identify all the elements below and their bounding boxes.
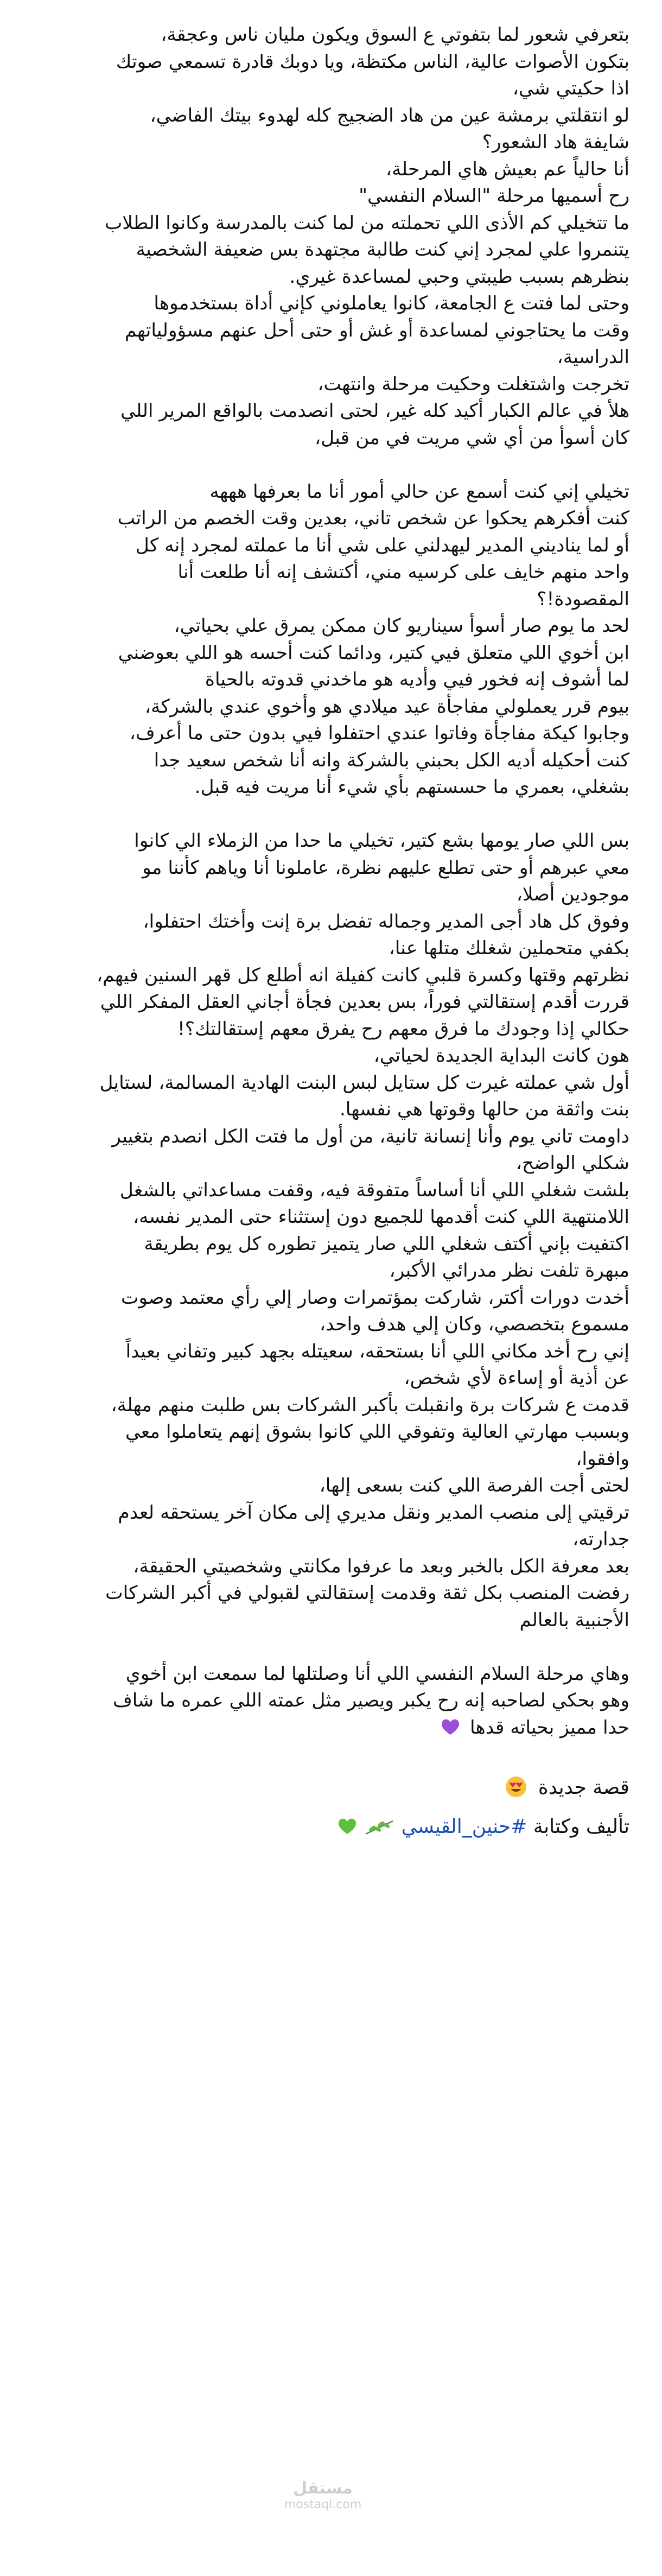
purple-heart-icon <box>440 1717 461 1736</box>
story-line: وافقوا، <box>576 1448 629 1470</box>
green-heart-icon <box>337 1817 358 1835</box>
story-line: بتعرفي شعور لما بتفوتي ع السوق ويكون مليان ناس وعجقة، <box>161 24 629 46</box>
story-line: شكلي الواضح، <box>515 1152 629 1174</box>
story-line: وجابوا كيكة مفاجأة وفاتوا عندي احتفلوا فيي بدون حتى ما أعرف، <box>129 722 629 744</box>
story-line: معي عبرهم أو حتى تطلع عليهم نظرة، عاملونا أنا وياهم كأننا مو <box>142 856 629 879</box>
story-line: وبسبب مهارتي العالية وتفوقي اللي كانوا بشوق إنهم يتعاملوا معي <box>125 1421 629 1443</box>
story-line: عن أذية أو إساءة لأي شخص، <box>404 1367 629 1389</box>
paragraph-gap <box>22 1634 629 1661</box>
story-line: شايفة هاد الشعور؟ <box>482 131 629 153</box>
story-line: الأجنبية بالعالم <box>519 1609 629 1631</box>
story-line: بيوم قرر يعملولي مفاجأة عيد ميلادي هو وأخوي عندي بالشركة، <box>144 695 629 718</box>
story-line: رفضت المنصب بكل ثقة وقدمت إستقالتي لقبولي في أكبر الشركات <box>105 1582 629 1604</box>
story-line: المقصودة!؟ <box>537 588 629 610</box>
story-line: قررت أقدم إستقالتي فوراً، بس بعدين فجأة أجاني العقل المفكر اللي <box>100 991 629 1013</box>
paragraph-gap <box>22 801 629 828</box>
story-line: وفوق كل هاد أجى المدير وجماله تفضل برة إنت وأختك احتفلوا، <box>143 910 629 932</box>
mostaql-watermark <box>282 2479 364 2512</box>
story-line: جدارته، <box>572 1528 629 1550</box>
story-body <box>22 22 629 1741</box>
heart-eyes-face-icon <box>505 1775 527 1798</box>
new-story-label: قصة جديدة <box>538 1776 629 1799</box>
story-line: بنظرهم بسبب طيبتي وحبي لمساعدة غيري. <box>289 265 629 288</box>
story-line: تخرجت واشتغلت وحكيت مرحلة وانتهت، <box>317 373 629 395</box>
story-line: بعد معرفة الكل بالخبر وبعد ما عرفوا مكانتي وشخصيتي الحقيقة، <box>133 1555 629 1577</box>
story-paragraph <box>22 479 629 801</box>
story-line: حكالي إذا وجودك ما فرق معهم رح يفرق معهم إستقالتك؟! <box>177 1018 629 1040</box>
story-line: الدراسية، <box>557 346 629 368</box>
story-line: واحد منهم خايف على كرسيه مني، أكتشف إنه أنا طلعت أنا <box>177 561 629 583</box>
story-paragraph <box>22 828 629 1634</box>
story-line: داومت تاني يوم وأنا إنسانة تانية، من أول ما فتت الكل انصدم بتغيير <box>112 1125 629 1147</box>
story-line: بلشت شغلي اللي أنا أساساً متفوقة فيه، وقفت مساعداتي بالشغل <box>119 1179 629 1201</box>
story-line: بتكون الأصوات عالية، الناس مكتظة، ويا دوبك قادرة تسمعي صوتك <box>116 50 629 73</box>
author-line <box>22 1807 629 1847</box>
story-line: هلأ في عالم الكبار أكيد كله غير، لحتى انصدمت بالواقع المرير اللي <box>120 400 629 422</box>
watermark-arabic: مستقل <box>293 2479 353 2498</box>
story-line: بشغلي، بعمري ما حسستهم بأي شيء أنا مريت فيه قبل. <box>194 776 629 798</box>
story-line: أنا حالياً عم بعيش هاي المرحلة، <box>385 158 629 180</box>
story-line: بس اللي صار يومها بشع كتير، تخيلي ما حدا من الزملاء الي كانوا <box>134 830 629 852</box>
story-line: بكفي متحملين شغلك متلها عنا، <box>389 937 629 959</box>
story-line: حدا مميز بحياته قدها <box>22 1715 629 1742</box>
story-line: وهاي مرحلة السلام النفسي اللي أنا وصلتلها لما سمعت ابن أخوي <box>125 1663 629 1685</box>
story-line: ابن أخوي اللي متعلق فيي كتير، ودائما كنت أحسه هو اللي بعوضني <box>118 642 629 664</box>
story-line: لما أشوف إنه فخور فيي وأديه هو ماخدني قدوته بالحياة <box>205 669 629 690</box>
story-line: مسموع بتخصصي، وكان إلي هدف واحد، <box>319 1314 629 1335</box>
story-line: ما تتخيلي كم الأذى اللي تحملته من لما كنت بالمدرسة وكانوا الطلاب <box>104 212 629 234</box>
story-line: اكتفيت بإني أكتف شغلي اللي صار يتميز تطوره كل يوم بطريقة <box>144 1233 629 1255</box>
story-line: تخيلي إني كنت أسمع عن حالي أمور أنا ما بعرفها هههه <box>209 480 629 503</box>
story-line: إني رح أخد مكاني اللي أنا بستحقه، سعيتله بجهد كبير وتفاني بعيداً <box>125 1340 629 1362</box>
paragraph-gap <box>22 452 629 479</box>
story-line: كان أسوأ من أي شي مريت في من قبل، <box>314 427 629 449</box>
author-hashtag-link[interactable]: #حنين_القيسي <box>401 1815 527 1838</box>
herb-icon <box>364 1818 395 1836</box>
story-line: هون كانت البداية الجديدة لحياتي، <box>373 1045 629 1067</box>
story-line: أخدت دورات أكتر، شاركت بمؤتمرات وصار إلي رأي معتمد وصوت <box>120 1286 629 1309</box>
story-line: لحتى أجت الفرصة اللي كنت بسعى إلها، <box>319 1475 629 1496</box>
story-line: وهو بحكي لصاحبه إنه رح يكبر ويصير مثل عمته اللي عمره ما شاف <box>112 1690 629 1711</box>
story-line: كنت أحكيله أديه الكل بحبني بالشركة وانه أنا شخص سعيد جدا <box>154 749 629 771</box>
story-line: أول شي عملته غيرت كل ستايل لبس البنت الهادية المسالمة، لستايل <box>99 1071 629 1094</box>
author-prefix: تأليف وكتابة <box>533 1815 629 1838</box>
story-line: بنت واثقة من حالها وقوتها هي نفسها. <box>339 1099 629 1120</box>
story-line: موجودين أصلا، <box>516 884 629 905</box>
story-line: أو لما يناديني المدير ليهدلني على شي أنا ما عملته لمجرد إنه كل <box>135 534 629 556</box>
story-line: لو انتقلتي برمشة عين من هاد الضجيج كله لهدوء بيتك الفاضي، <box>150 104 629 126</box>
story-line: قدمت ع شركات برة وانقبلت بأكبر الشركات بس طلبت منهم مهلة، <box>111 1394 629 1416</box>
story-line: وقت ما يحتاجوني لمساعدة أو غش أو حتى أحل عنهم مسؤولياتهم <box>124 319 629 341</box>
story-line: ترقيتي إلى منصب المدير ونقل مديري إلى مكان آخر يستحقه لعدم <box>118 1501 629 1524</box>
story-line: مبهرة تلفت نظر مدرائي الأكبر، <box>389 1260 629 1281</box>
story-line: اللامنتهية اللي كنت أقدمها للجميع دون إستثناء حتى المدير نفسه، <box>132 1206 629 1228</box>
story-paragraph <box>22 1661 629 1742</box>
story-line: وحتى لما فتت ع الجامعة، كانوا يعاملوني كإني أداة بستخدموها <box>154 293 629 314</box>
story-paragraph <box>22 22 629 452</box>
story-line: لحد ما يوم صار أسوأ سيناريو كان ممكن يمرق علي بحياتي، <box>174 615 629 637</box>
story-line: اذا حكيتي شي، <box>512 78 629 99</box>
new-story-line <box>22 1768 629 1807</box>
story-line: رح أسميها مرحلة "السلام النفسي" <box>359 185 629 207</box>
story-line: يتنمروا علي لمجرد إني كنت طالبة مجتهدة بس ضعيفة الشخصية <box>136 239 629 261</box>
watermark-latin: mostaql.com <box>284 2498 362 2511</box>
story-line: كنت أفكرهم يحكوا عن شخص تاني، بعدين وقت الخصم من الراتب <box>117 507 629 529</box>
story-line: نظرتهم وقتها وكسرة قلبي كانت كفيلة انه أطلع كل قهر السنين فيهم، <box>96 964 629 986</box>
